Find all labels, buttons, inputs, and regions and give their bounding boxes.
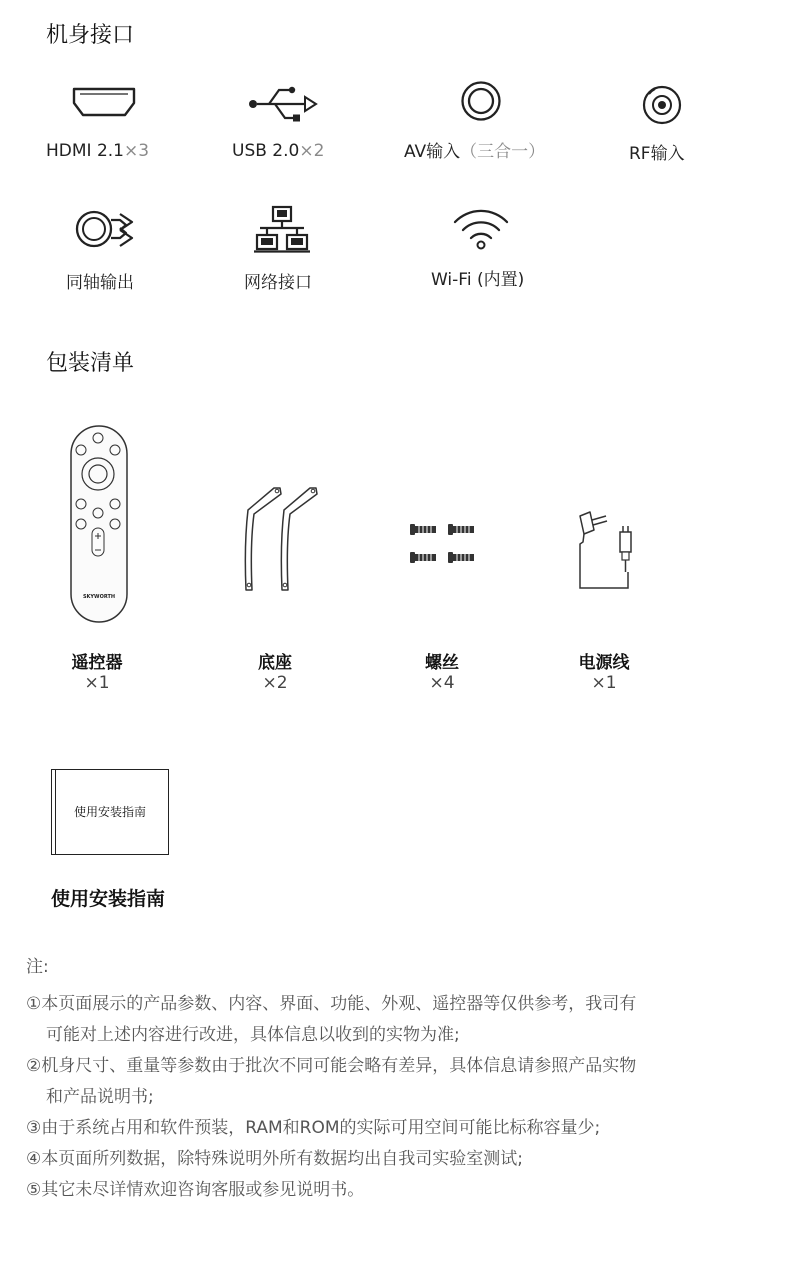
manual-cover-text: 使用安装指南 bbox=[73, 805, 146, 819]
coaxial-output-icon bbox=[74, 208, 136, 250]
note-line-4: ④本页面所列数据，除特殊说明外所有数据均出自我司实验室测试; bbox=[26, 1149, 523, 1169]
port-label-usb: USB 2.0×2 bbox=[232, 141, 325, 161]
note-line-1-cont: 可能对上述内容进行改进，具体信息以收到的实物为准; bbox=[46, 1025, 460, 1045]
package-item-name-manual: 使用安装指南 bbox=[51, 888, 166, 910]
port-label-network: 网络接口 bbox=[244, 273, 312, 293]
screw-icon bbox=[410, 521, 480, 571]
package-item-qty-screw: ×4 bbox=[429, 673, 455, 693]
power-cord-icon bbox=[570, 502, 642, 594]
package-item-qty-power-cord: ×1 bbox=[591, 673, 617, 693]
ports-section-title: 机身接口 bbox=[46, 23, 135, 48]
note-line-1: ①本页面展示的产品参数、内容、界面、功能、外观、遥控器等仅供参考，我司有 bbox=[26, 994, 637, 1014]
package-item-name-screw: 螺丝 bbox=[425, 653, 459, 673]
port-label-hdmi: HDMI 2.1×3 bbox=[46, 141, 150, 161]
hdmi-port-icon bbox=[71, 86, 137, 118]
rf-input-icon bbox=[641, 84, 683, 126]
package-item-name-power-cord: 电源线 bbox=[578, 653, 630, 673]
port-label-wifi: Wi-Fi (内置) bbox=[431, 270, 525, 290]
package-item-qty-stand: ×2 bbox=[262, 673, 288, 693]
note-line-5: ⑤其它未尽详情欢迎咨询客服或参见说明书。 bbox=[26, 1180, 365, 1200]
package-item-name-stand: 底座 bbox=[258, 653, 292, 673]
wifi-icon bbox=[452, 208, 510, 250]
package-item-qty-remote: ×1 bbox=[84, 673, 110, 693]
package-item-name-remote: 遥控器 bbox=[71, 653, 123, 673]
note-line-3: ③由于系统占用和软件预装，RAM和ROM的实际可用空间可能比标称容量少; bbox=[26, 1118, 601, 1138]
network-port-icon bbox=[252, 205, 312, 253]
port-label-av: AV输入（三合一） bbox=[404, 142, 546, 162]
notes-heading: 注: bbox=[26, 957, 49, 977]
usb-icon bbox=[247, 86, 319, 126]
manual-booklet-icon bbox=[51, 769, 169, 855]
note-line-2: ②机身尺寸、重量等参数由于批次不同可能会略有差异，具体信息请参照产品实物 bbox=[26, 1056, 637, 1076]
remote-brand-logo: SKYWORTH bbox=[82, 594, 116, 600]
package-section-title: 包装清单 bbox=[46, 351, 135, 376]
port-label-coaxial: 同轴输出 bbox=[66, 273, 134, 293]
port-label-rf: RF输入 bbox=[629, 144, 685, 164]
av-input-icon bbox=[460, 80, 502, 122]
note-line-2-cont: 和产品说明书; bbox=[46, 1087, 154, 1107]
notes-block bbox=[26, 952, 776, 1206]
stand-icon bbox=[240, 484, 324, 598]
